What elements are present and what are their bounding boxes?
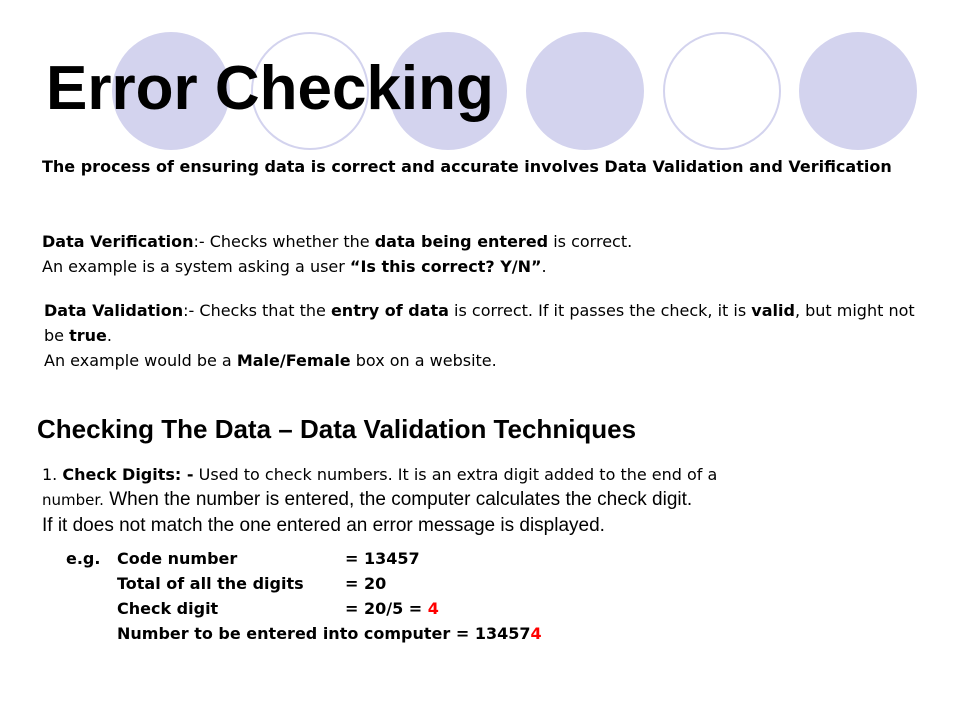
validation-example-text: An example would be a (44, 351, 237, 370)
validation-valid-word: valid (751, 301, 795, 320)
example-code-label: Code number (117, 549, 238, 568)
example-number-last-digit: 4 (530, 624, 542, 643)
decor-circle-6 (799, 32, 917, 150)
slide-title: Error Checking (46, 54, 494, 123)
data-verification-block (42, 229, 922, 279)
verification-text-end: is correct. (548, 232, 633, 251)
check-digits-block (42, 463, 922, 539)
check-digits-label: Check Digits: - (62, 465, 194, 484)
example-check-result: 4 (427, 599, 439, 618)
validation-text: Checks that the (199, 301, 331, 320)
validation-emphasis: entry of data (330, 301, 449, 320)
section-subtitle: Checking The Data – Data Validation Techniques (37, 414, 637, 444)
validation-example (44, 348, 924, 373)
validation-definition (44, 298, 924, 348)
verification-term: Data Verification (42, 232, 194, 251)
example-code-value: = 13457 (345, 549, 420, 568)
validation-term: Data Validation (44, 301, 184, 320)
decor-circle-5 (663, 32, 781, 150)
verification-emphasis: data being entered (374, 232, 549, 251)
example-check-label: Check digit (117, 599, 219, 618)
data-validation-block (44, 298, 924, 373)
check-digits-line-2 (42, 487, 922, 513)
validation-example-end: box on a website. (350, 351, 497, 370)
intro-text: The process of ensuring data is correct and accurate involves Data Validation and Verification (42, 157, 892, 176)
verification-example-text: An example is a system asking a user (42, 257, 350, 276)
validation-text-2: is correct. If it passes the check, it is (448, 301, 752, 320)
validation-text-3: , but might not be (44, 301, 915, 345)
example-check-expr: = 20/5 (345, 599, 404, 618)
verification-example-quote: “Is this correct? Y/N” (349, 257, 542, 276)
validation-text-end: . (106, 326, 112, 345)
validation-true-word: true (69, 326, 107, 345)
check-digits-text-2b: When the number is entered, the computer calculates the check digit. (103, 489, 693, 510)
example-check-eq: = (403, 599, 428, 618)
check-digits-text-2: number. (42, 491, 104, 509)
example-total-label: Total of all the digits (117, 574, 304, 593)
check-digits-line-3: If it does not match the one entered an error message is displayed. (42, 515, 605, 536)
example-eg: e.g. (66, 549, 101, 568)
verification-text: Checks whether the (209, 232, 375, 251)
example-total-value: = 20 (345, 574, 387, 593)
verification-example-end: . (541, 257, 547, 276)
verification-example (42, 254, 922, 279)
example-number-value: = 13457 (450, 624, 531, 643)
decor-circle-4 (526, 32, 644, 150)
validation-sep: :- (183, 301, 200, 320)
validation-example-bold: Male/Female (236, 351, 351, 370)
check-digits-line-1 (42, 463, 922, 487)
verification-definition (42, 229, 922, 254)
check-digits-text-1: Used to check numbers. It is an extra digit added to the end of a (193, 465, 718, 484)
example-check-value (345, 597, 439, 621)
example-number-label: Number to be entered into computer (117, 624, 451, 643)
verification-sep: :- (193, 232, 210, 251)
example-number-row (117, 622, 542, 646)
list-number: 1. (42, 465, 63, 484)
